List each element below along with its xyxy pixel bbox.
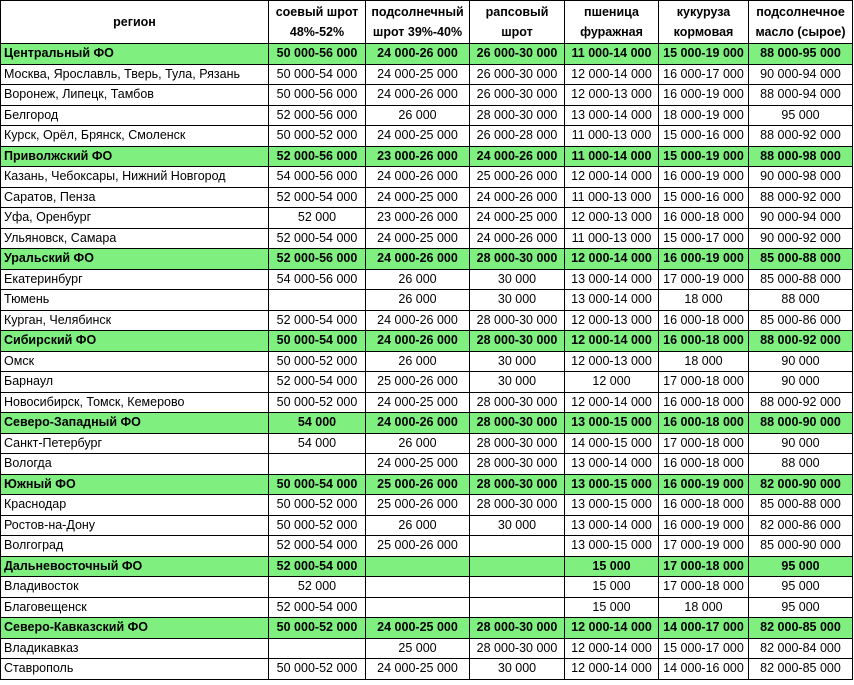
soy-meal-cell [269, 638, 366, 659]
rapeseed-meal-cell: 28 000-30 000 [470, 249, 565, 270]
sunflower-meal-cell: 24 000-25 000 [366, 392, 470, 413]
rapeseed-meal-cell: 28 000-30 000 [470, 495, 565, 516]
feed-wheat-cell: 13 000-14 000 [565, 515, 659, 536]
feed-corn-cell: 16 000-17 000 [659, 64, 749, 85]
sunflower-meal-cell: 26 000 [366, 105, 470, 126]
soy-meal-cell: 52 000-54 000 [269, 372, 366, 393]
feed-wheat-cell: 11 000-13 000 [565, 228, 659, 249]
region-cell: Вологда [1, 454, 269, 475]
feed-wheat-cell: 13 000-14 000 [565, 454, 659, 475]
sunflower-oil-cell: 88 000-92 000 [749, 187, 853, 208]
region-cell: Ростов-на-Дону [1, 515, 269, 536]
region-cell: Курск, Орёл, Брянск, Смоленск [1, 126, 269, 147]
table-row [1, 208, 853, 229]
feed-wheat-cell: 12 000-14 000 [565, 638, 659, 659]
feed-corn-cell: 16 000-18 000 [659, 392, 749, 413]
rapeseed-meal-cell: 30 000 [470, 659, 565, 680]
district-row [1, 331, 853, 352]
soy-meal-cell: 54 000-56 000 [269, 269, 366, 290]
feed-corn-cell: 16 000-19 000 [659, 167, 749, 188]
sunflower-meal-cell: 26 000 [366, 433, 470, 454]
header-rapeseed-meal-line2: шрот [501, 25, 533, 39]
feed-wheat-cell: 13 000-15 000 [565, 413, 659, 434]
feed-corn-cell: 15 000-17 000 [659, 638, 749, 659]
feed-corn-cell: 16 000-18 000 [659, 310, 749, 331]
feed-corn-cell: 15 000-16 000 [659, 126, 749, 147]
table-row [1, 269, 853, 290]
soy-meal-cell: 52 000 [269, 577, 366, 598]
header-feed-wheat-line1: пшеница [584, 5, 639, 19]
district-row [1, 618, 853, 639]
sunflower-oil-cell: 85 000-88 000 [749, 495, 853, 516]
sunflower-oil-cell: 90 000-98 000 [749, 167, 853, 188]
sunflower-meal-cell: 24 000-25 000 [366, 64, 470, 85]
soy-meal-cell: 52 000-54 000 [269, 228, 366, 249]
rapeseed-meal-cell [470, 577, 565, 598]
table-row [1, 187, 853, 208]
header-rapeseed-meal [470, 1, 565, 44]
sunflower-oil-cell: 82 000-84 000 [749, 638, 853, 659]
soy-meal-cell [269, 454, 366, 475]
region-cell: Саратов, Пенза [1, 187, 269, 208]
sunflower-oil-cell: 82 000-86 000 [749, 515, 853, 536]
sunflower-oil-cell: 90 000 [749, 433, 853, 454]
sunflower-meal-cell [366, 597, 470, 618]
sunflower-oil-cell: 85 000-90 000 [749, 536, 853, 557]
rapeseed-meal-cell: 24 000-26 000 [470, 187, 565, 208]
header-sunflower-meal-line1: подсолнечный [371, 5, 464, 19]
sunflower-oil-cell: 85 000-88 000 [749, 269, 853, 290]
header-feed-corn [659, 1, 749, 44]
region-cell: Ставрополь [1, 659, 269, 680]
region-cell: Благовещенск [1, 597, 269, 618]
rapeseed-meal-cell: 26 000-28 000 [470, 126, 565, 147]
feed-wheat-cell: 13 000-14 000 [565, 290, 659, 311]
feed-corn-cell: 16 000-19 000 [659, 515, 749, 536]
table-row [1, 454, 853, 475]
header-sunflower-oil-line1: подсолнечное [756, 5, 845, 19]
region-cell: Омск [1, 351, 269, 372]
header-sunflower-oil [749, 1, 853, 44]
rapeseed-meal-cell: 28 000-30 000 [470, 454, 565, 475]
sunflower-meal-cell [366, 577, 470, 598]
rapeseed-meal-cell: 24 000-26 000 [470, 146, 565, 167]
sunflower-oil-cell: 88 000-95 000 [749, 44, 853, 65]
feed-corn-cell: 16 000-19 000 [659, 85, 749, 106]
table-row [1, 392, 853, 413]
feed-wheat-cell: 12 000-14 000 [565, 249, 659, 270]
region-cell: Казань, Чебоксары, Нижний Новгород [1, 167, 269, 188]
region-cell: Москва, Ярославль, Тверь, Тула, Рязань [1, 64, 269, 85]
header-region: регион [1, 1, 269, 44]
feed-corn-cell: 15 000-19 000 [659, 146, 749, 167]
soy-meal-cell: 50 000-54 000 [269, 64, 366, 85]
rapeseed-meal-cell: 28 000-30 000 [470, 392, 565, 413]
region-cell: Центральный ФО [1, 44, 269, 65]
rapeseed-meal-cell: 28 000-30 000 [470, 413, 565, 434]
rapeseed-meal-cell: 28 000-30 000 [470, 310, 565, 331]
feed-wheat-cell: 11 000-13 000 [565, 187, 659, 208]
region-cell: Северо-Кавказский ФО [1, 618, 269, 639]
rapeseed-meal-cell: 26 000-30 000 [470, 85, 565, 106]
table-row [1, 577, 853, 598]
feed-corn-cell: 16 000-18 000 [659, 454, 749, 475]
sunflower-oil-cell: 90 000 [749, 351, 853, 372]
feed-corn-cell: 17 000-18 000 [659, 433, 749, 454]
rapeseed-meal-cell: 28 000-30 000 [470, 105, 565, 126]
feed-wheat-cell: 12 000 [565, 372, 659, 393]
sunflower-meal-cell: 24 000-25 000 [366, 454, 470, 475]
sunflower-oil-cell: 88 000 [749, 290, 853, 311]
soy-meal-cell: 52 000-54 000 [269, 597, 366, 618]
feed-wheat-cell: 15 000 [565, 597, 659, 618]
feed-corn-cell: 17 000-19 000 [659, 269, 749, 290]
soy-meal-cell: 50 000-52 000 [269, 659, 366, 680]
feed-wheat-cell: 12 000-13 000 [565, 208, 659, 229]
soy-meal-cell: 50 000-52 000 [269, 618, 366, 639]
sunflower-meal-cell: 24 000-25 000 [366, 659, 470, 680]
feed-wheat-cell: 11 000-13 000 [565, 126, 659, 147]
feed-corn-cell: 16 000-19 000 [659, 249, 749, 270]
feed-corn-cell: 17 000-18 000 [659, 577, 749, 598]
table-row [1, 228, 853, 249]
region-cell: Екатеринбург [1, 269, 269, 290]
sunflower-oil-cell: 82 000-85 000 [749, 618, 853, 639]
table-row [1, 597, 853, 618]
header-sunflower-meal-line2: шрот 39%-40% [372, 25, 463, 39]
sunflower-oil-cell: 95 000 [749, 556, 853, 577]
sunflower-oil-cell: 90 000 [749, 372, 853, 393]
sunflower-oil-cell: 85 000-88 000 [749, 249, 853, 270]
feed-wheat-cell: 12 000-14 000 [565, 618, 659, 639]
soy-meal-cell: 50 000-56 000 [269, 44, 366, 65]
rapeseed-meal-cell: 28 000-30 000 [470, 618, 565, 639]
rapeseed-meal-cell: 30 000 [470, 515, 565, 536]
feed-wheat-cell: 13 000-15 000 [565, 536, 659, 557]
feed-wheat-cell: 12 000-13 000 [565, 351, 659, 372]
feed-corn-cell: 18 000 [659, 290, 749, 311]
feed-wheat-cell: 13 000-15 000 [565, 495, 659, 516]
feed-corn-cell: 15 000-19 000 [659, 44, 749, 65]
soy-meal-cell: 50 000-52 000 [269, 392, 366, 413]
soy-meal-cell: 52 000-56 000 [269, 249, 366, 270]
rapeseed-meal-cell [470, 597, 565, 618]
table-row [1, 372, 853, 393]
feed-wheat-cell: 12 000-14 000 [565, 331, 659, 352]
soy-meal-cell: 52 000-54 000 [269, 556, 366, 577]
soy-meal-cell: 54 000 [269, 413, 366, 434]
feed-wheat-cell: 13 000-14 000 [565, 269, 659, 290]
sunflower-oil-cell: 88 000-92 000 [749, 392, 853, 413]
feed-wheat-cell: 12 000-13 000 [565, 310, 659, 331]
sunflower-oil-cell: 82 000-90 000 [749, 474, 853, 495]
table-row [1, 64, 853, 85]
feed-wheat-cell: 15 000 [565, 556, 659, 577]
table-row [1, 536, 853, 557]
sunflower-oil-cell: 88 000 [749, 454, 853, 475]
sunflower-oil-cell: 88 000-92 000 [749, 331, 853, 352]
region-cell: Ульяновск, Самара [1, 228, 269, 249]
region-cell: Воронеж, Липецк, Тамбов [1, 85, 269, 106]
sunflower-meal-cell: 25 000-26 000 [366, 372, 470, 393]
header-feed-corn-line1: кукуруза [676, 5, 731, 19]
soy-meal-cell: 50 000-52 000 [269, 495, 366, 516]
feed-corn-cell: 15 000-16 000 [659, 187, 749, 208]
region-cell: Владивосток [1, 577, 269, 598]
feed-corn-cell: 16 000-18 000 [659, 331, 749, 352]
rapeseed-meal-cell: 30 000 [470, 351, 565, 372]
rapeseed-meal-cell: 28 000-30 000 [470, 433, 565, 454]
soy-meal-cell: 54 000-56 000 [269, 167, 366, 188]
header-soy-meal-line2: 48%-52% [289, 25, 345, 39]
feed-corn-cell: 17 000-19 000 [659, 536, 749, 557]
header-sunflower-meal [366, 1, 470, 44]
sunflower-meal-cell: 24 000-26 000 [366, 331, 470, 352]
soy-meal-cell: 54 000 [269, 433, 366, 454]
header-rapeseed-meal-line1: рапсовый [485, 5, 549, 19]
sunflower-oil-cell: 88 000-98 000 [749, 146, 853, 167]
sunflower-meal-cell: 26 000 [366, 290, 470, 311]
sunflower-meal-cell: 25 000-26 000 [366, 474, 470, 495]
table-row [1, 167, 853, 188]
soy-meal-cell: 50 000-52 000 [269, 351, 366, 372]
soy-meal-cell [269, 290, 366, 311]
feed-corn-cell: 16 000-19 000 [659, 474, 749, 495]
soy-meal-cell: 52 000-54 000 [269, 187, 366, 208]
rapeseed-meal-cell: 30 000 [470, 372, 565, 393]
rapeseed-meal-cell: 28 000-30 000 [470, 474, 565, 495]
sunflower-meal-cell: 25 000-26 000 [366, 495, 470, 516]
feed-wheat-cell: 15 000 [565, 577, 659, 598]
region-cell: Приволжский ФО [1, 146, 269, 167]
sunflower-meal-cell: 24 000-25 000 [366, 126, 470, 147]
rapeseed-meal-cell: 26 000-30 000 [470, 44, 565, 65]
region-cell: Волгоград [1, 536, 269, 557]
sunflower-meal-cell: 24 000-26 000 [366, 310, 470, 331]
rapeseed-meal-cell: 26 000-30 000 [470, 64, 565, 85]
sunflower-meal-cell: 24 000-26 000 [366, 167, 470, 188]
soy-meal-cell: 52 000-56 000 [269, 146, 366, 167]
region-cell: Южный ФО [1, 474, 269, 495]
region-cell: Санкт-Петербург [1, 433, 269, 454]
sunflower-oil-cell: 90 000-94 000 [749, 208, 853, 229]
sunflower-meal-cell: 24 000-26 000 [366, 249, 470, 270]
region-cell: Новосибирск, Томск, Кемерово [1, 392, 269, 413]
feed-corn-cell: 18 000 [659, 597, 749, 618]
rapeseed-meal-cell: 24 000-26 000 [470, 228, 565, 249]
rapeseed-meal-cell [470, 536, 565, 557]
rapeseed-meal-cell: 28 000-30 000 [470, 331, 565, 352]
sunflower-meal-cell: 24 000-25 000 [366, 618, 470, 639]
region-cell: Уральский ФО [1, 249, 269, 270]
rapeseed-meal-cell: 28 000-30 000 [470, 638, 565, 659]
rapeseed-meal-cell [470, 556, 565, 577]
feed-wheat-cell: 12 000-14 000 [565, 64, 659, 85]
district-row [1, 146, 853, 167]
soy-meal-cell: 50 000-54 000 [269, 474, 366, 495]
table-header [1, 1, 853, 44]
soy-meal-cell: 52 000-54 000 [269, 536, 366, 557]
feed-wheat-cell: 13 000-14 000 [565, 105, 659, 126]
region-cell: Владикавказ [1, 638, 269, 659]
header-soy-meal-line1: соевый шрот [275, 5, 359, 19]
feed-wheat-cell: 12 000-14 000 [565, 659, 659, 680]
sunflower-oil-cell: 85 000-86 000 [749, 310, 853, 331]
feed-wheat-cell: 12 000-14 000 [565, 167, 659, 188]
feed-wheat-cell: 13 000-15 000 [565, 474, 659, 495]
rapeseed-meal-cell: 30 000 [470, 269, 565, 290]
feed-wheat-cell: 14 000-15 000 [565, 433, 659, 454]
table-row [1, 290, 853, 311]
sunflower-meal-cell: 25 000 [366, 638, 470, 659]
district-row [1, 556, 853, 577]
sunflower-oil-cell: 88 000-90 000 [749, 413, 853, 434]
table-row [1, 310, 853, 331]
table-row [1, 85, 853, 106]
sunflower-oil-cell: 95 000 [749, 577, 853, 598]
rapeseed-meal-cell: 25 000-26 000 [470, 167, 565, 188]
rapeseed-meal-cell: 24 000-25 000 [470, 208, 565, 229]
feed-corn-cell: 18 000 [659, 351, 749, 372]
header-sunflower-oil-line2: масло (сырое) [755, 25, 846, 39]
region-cell: Дальневосточный ФО [1, 556, 269, 577]
feed-corn-cell: 15 000-17 000 [659, 228, 749, 249]
region-cell: Северо-Западный ФО [1, 413, 269, 434]
table-row [1, 659, 853, 680]
feed-corn-cell: 16 000-18 000 [659, 495, 749, 516]
sunflower-meal-cell: 26 000 [366, 515, 470, 536]
table-body [1, 44, 853, 680]
region-cell: Сибирский ФО [1, 331, 269, 352]
header-soy-meal [269, 1, 366, 44]
sunflower-meal-cell: 26 000 [366, 269, 470, 290]
soy-meal-cell: 50 000-54 000 [269, 331, 366, 352]
region-cell: Уфа, Оренбург [1, 208, 269, 229]
header-feed-corn-line2: кормовая [673, 25, 734, 39]
feed-corn-cell: 16 000-18 000 [659, 413, 749, 434]
header-feed-wheat-line2: фуражная [580, 25, 643, 39]
sunflower-meal-cell: 23 000-26 000 [366, 146, 470, 167]
soy-meal-cell: 52 000 [269, 208, 366, 229]
header-row [1, 1, 853, 44]
sunflower-oil-cell: 95 000 [749, 105, 853, 126]
region-cell: Краснодар [1, 495, 269, 516]
district-row [1, 413, 853, 434]
sunflower-meal-cell: 23 000-26 000 [366, 208, 470, 229]
sunflower-meal-cell: 24 000-26 000 [366, 44, 470, 65]
sunflower-oil-cell: 88 000-94 000 [749, 85, 853, 106]
sunflower-meal-cell: 24 000-26 000 [366, 413, 470, 434]
soy-meal-cell: 50 000-52 000 [269, 515, 366, 536]
table-row [1, 638, 853, 659]
feed-wheat-cell: 12 000-13 000 [565, 85, 659, 106]
sunflower-meal-cell: 26 000 [366, 351, 470, 372]
table-row [1, 126, 853, 147]
sunflower-oil-cell: 90 000-94 000 [749, 64, 853, 85]
feed-corn-cell: 17 000-18 000 [659, 556, 749, 577]
sunflower-meal-cell [366, 556, 470, 577]
sunflower-meal-cell: 24 000-25 000 [366, 187, 470, 208]
sunflower-meal-cell: 24 000-25 000 [366, 228, 470, 249]
region-cell: Белгород [1, 105, 269, 126]
soy-meal-cell: 52 000-54 000 [269, 310, 366, 331]
table-row [1, 351, 853, 372]
table-row [1, 433, 853, 454]
feed-wheat-cell: 12 000-14 000 [565, 392, 659, 413]
table-row [1, 495, 853, 516]
soy-meal-cell: 50 000-56 000 [269, 85, 366, 106]
feed-wheat-cell: 11 000-14 000 [565, 44, 659, 65]
sunflower-oil-cell: 90 000-92 000 [749, 228, 853, 249]
feed-corn-cell: 18 000-19 000 [659, 105, 749, 126]
feed-corn-cell: 14 000-16 000 [659, 659, 749, 680]
sunflower-meal-cell: 24 000-26 000 [366, 85, 470, 106]
region-cell: Барнаул [1, 372, 269, 393]
sunflower-oil-cell: 88 000-92 000 [749, 126, 853, 147]
district-row [1, 474, 853, 495]
sunflower-meal-cell: 25 000-26 000 [366, 536, 470, 557]
district-row [1, 44, 853, 65]
feed-wheat-cell: 11 000-14 000 [565, 146, 659, 167]
soy-meal-cell: 50 000-52 000 [269, 126, 366, 147]
district-row [1, 249, 853, 270]
region-cell: Тюмень [1, 290, 269, 311]
rapeseed-meal-cell: 30 000 [470, 290, 565, 311]
table-row [1, 515, 853, 536]
feed-corn-cell: 16 000-18 000 [659, 208, 749, 229]
header-feed-wheat [565, 1, 659, 44]
region-cell: Курган, Челябинск [1, 310, 269, 331]
feed-corn-cell: 14 000-17 000 [659, 618, 749, 639]
sunflower-oil-cell: 82 000-85 000 [749, 659, 853, 680]
sunflower-oil-cell: 95 000 [749, 597, 853, 618]
soy-meal-cell: 52 000-56 000 [269, 105, 366, 126]
table-row [1, 105, 853, 126]
feed-corn-cell: 17 000-18 000 [659, 372, 749, 393]
